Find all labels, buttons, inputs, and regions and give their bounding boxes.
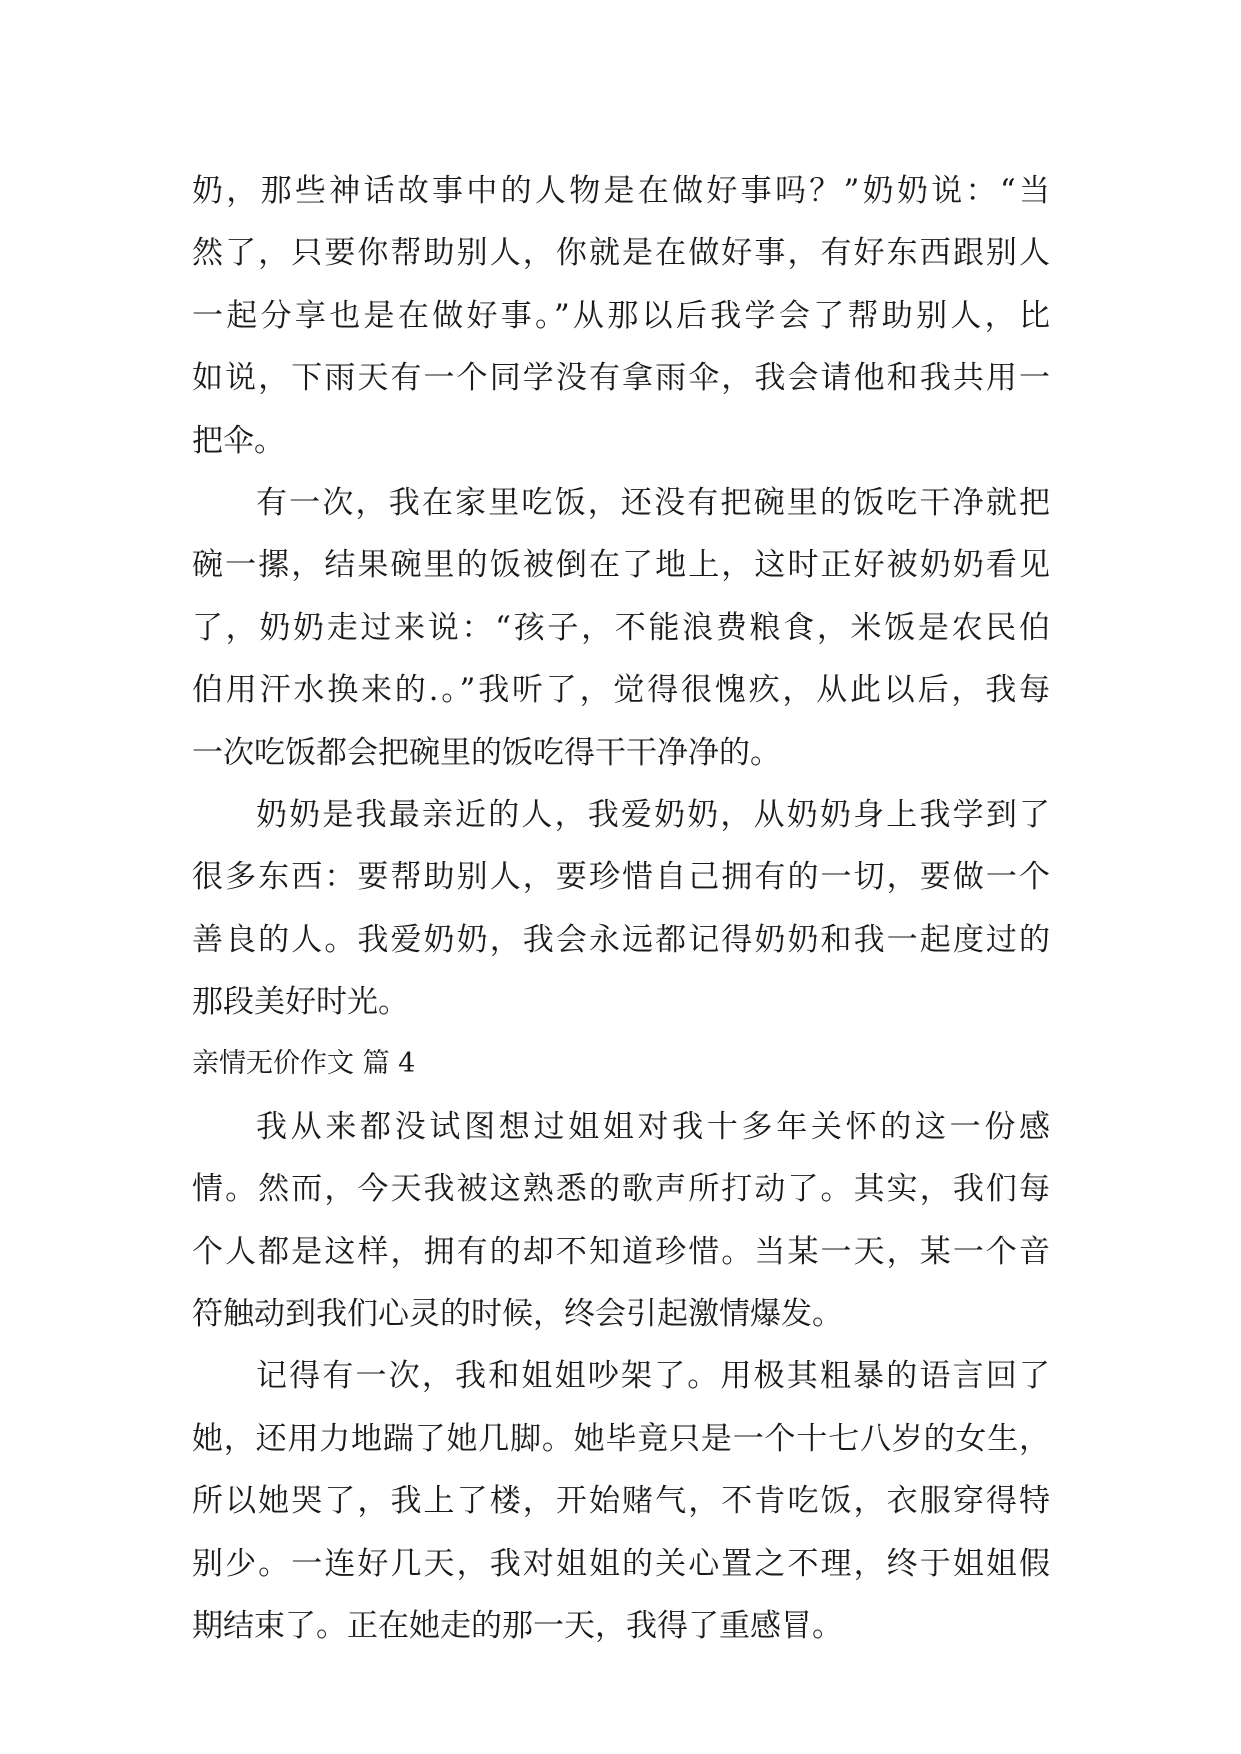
text-line: 善良的人。我爱奶奶，我会永远都记得奶奶和我一起度过的: [192, 921, 1050, 958]
text-line: 期结束了。正在她走的那一天，我得了重感冒。: [192, 1607, 843, 1644]
text-line: 个人都是这样，拥有的却不知道珍惜。当某一天，某一个音: [192, 1233, 1050, 1270]
section-heading: 亲情无价作文 篇 4: [192, 1048, 416, 1080]
text-line: 所以她哭了，我上了楼，开始赌气，不肯吃饭，衣服穿得特: [192, 1483, 1050, 1520]
text-line: 一次吃饭都会把碗里的饭吃得干干净净的。: [192, 734, 781, 771]
paragraph: [192, 1345, 1050, 1657]
text-line: 情。然而，今天我被这熟悉的歌声所打动了。其实，我们每: [192, 1171, 1050, 1208]
text-line: 她，还用力地踹了她几脚。她毕竟只是一个十七八岁的女生，: [192, 1420, 1050, 1457]
text-line: 了，奶奶走过来说：“孩子，不能浪费粮食，米饭是农民伯: [192, 609, 1050, 646]
text-line: 碗一摞，结果碗里的饭被倒在了地上，这时正好被奶奶看见: [192, 547, 1050, 584]
text-line: 有一次，我在家里吃饭，还没有把碗里的饭吃干净就把: [256, 484, 1050, 521]
text-line: 然了，只要你帮助别人，你就是在做好事，有好东西跟别人: [192, 235, 1050, 272]
text-line: 别少。一连好几天，我对姐姐的关心置之不理，终于姐姐假: [192, 1545, 1050, 1582]
text-line: 我从来都没试图想过姐姐对我十多年关怀的这一份感: [256, 1108, 1050, 1145]
text-line: 记得有一次，我和姐姐吵架了。用极其粗暴的语言回了: [256, 1358, 1050, 1395]
text-line: 把伞。: [192, 422, 285, 459]
paragraph: [192, 784, 1050, 1034]
text-line: 奶，那些神话故事中的人物是在做好事吗？”奶奶说：“当: [192, 173, 1050, 209]
paragraph: [192, 1096, 1050, 1346]
text-line: 符触动到我们心灵的时候，终会引起激情爆发。: [192, 1296, 843, 1333]
paragraph: [192, 472, 1050, 784]
text-line: 如说，下雨天有一个同学没有拿雨伞，我会请他和我共用一: [192, 360, 1050, 397]
paragraph: [192, 160, 1050, 472]
text-line: 很多东西：要帮助别人，要珍惜自己拥有的一切，要做一个: [192, 859, 1050, 896]
text-line: 伯用汗水换来的.。”我听了，觉得很愧疚，从此以后，我每: [192, 672, 1050, 709]
text-line: 一起分享也是在做好事。”从那以后我学会了帮助别人，比: [192, 297, 1050, 334]
text-line: 那段美好时光。: [192, 984, 409, 1021]
document-page: [192, 160, 1050, 1657]
text-line: 奶奶是我最亲近的人，我爱奶奶，从奶奶身上我学到了: [256, 796, 1050, 833]
